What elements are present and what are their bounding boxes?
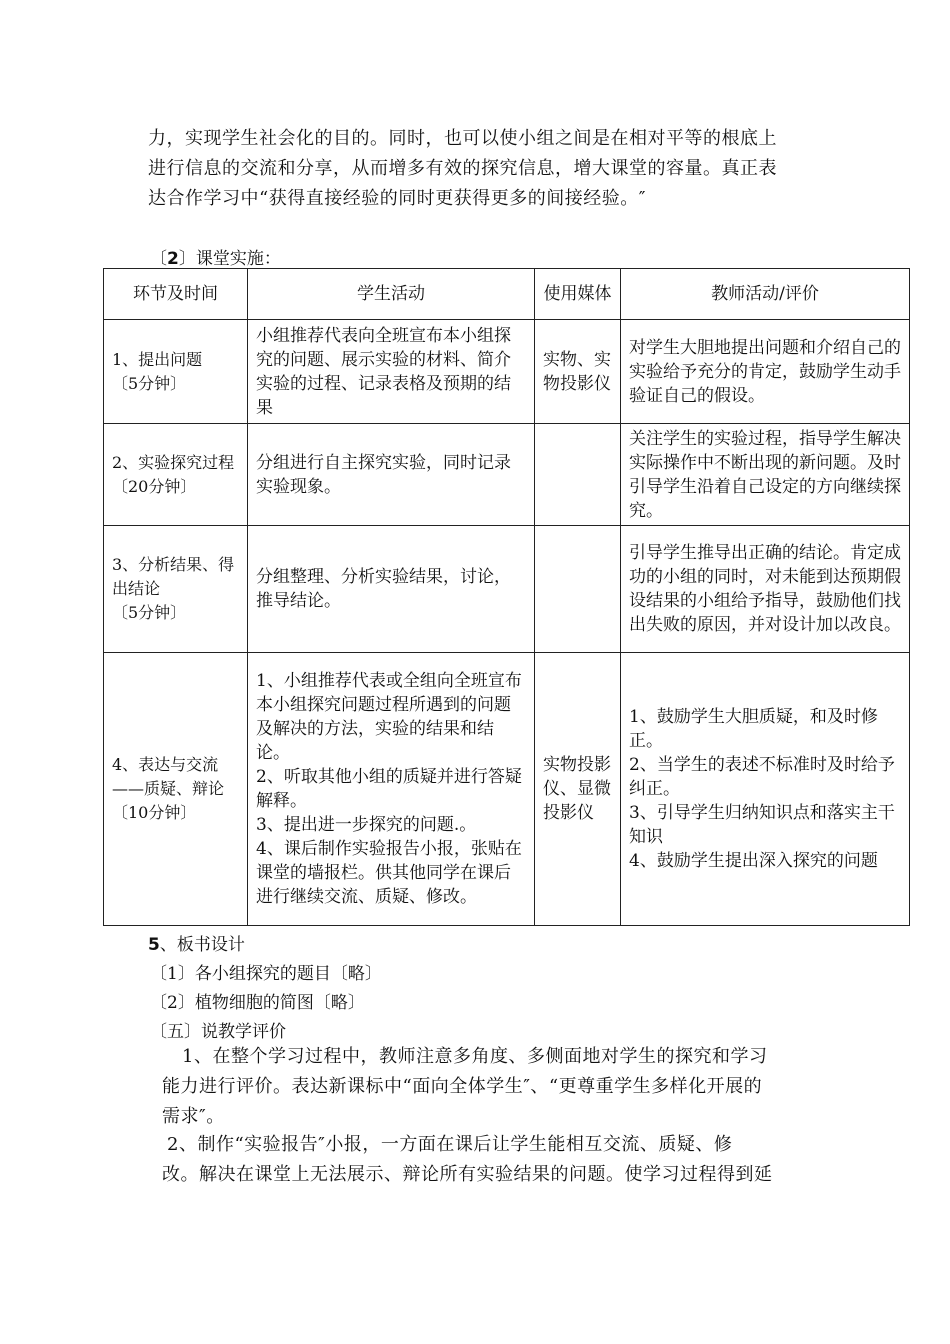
- teacher-activity-cell: 对学生大胆地提出问题和介绍自己的实验给予充分的肯定，鼓励学生动手验证自己的假设。: [621, 320, 910, 424]
- intro-line: 达合作学习中“获得直接经验的同时更获得更多的间接经验。″: [148, 188, 646, 209]
- student-activity-cell: 小组推荐代表向全班宣布本小组探究的问题、展示实验的材料、简介实验的过程、记录表格及预期的结果: [248, 320, 535, 424]
- teacher-activity-cell: 引导学生推导出正确的结论。肯定成功的小组的同时，对未能到达预期假设结果的小组给予指导，鼓励他们找出失败的原因，并对设计加以改良。: [621, 526, 910, 653]
- student-activity-cell: 分组进行自主探究实验，同时记录实验现象。: [248, 424, 535, 526]
- stage-cell: 2、实验探究过程 〔20分钟〕: [104, 424, 248, 526]
- table-row: [104, 653, 910, 926]
- table-row: [104, 320, 910, 424]
- table-header-row: [104, 269, 910, 320]
- section-5-title: 5、板书设计: [148, 935, 245, 955]
- lesson-plan-table: [103, 268, 910, 926]
- header-student: 学生活动: [248, 269, 535, 320]
- student-activity-cell: 1、小组推荐代表或全组向全班宣布本小组探究问题过程所遇到的问题及解决的方法，实验的结果和结论。 2、听取其他小组的质疑并进行答疑解释。 3、提出进一步探究的问题.。 4、课后制作实验报告小报，张贴在课堂的墙报栏。供其他同学在课后进行继续交流、质疑、修改。: [248, 653, 535, 926]
- intro-paragraph: [148, 124, 808, 214]
- evaluation-paragraph-2: 2、制作“实验报告″小报，一方面在课后让学生能相互交流、质疑、修 改。解决在课堂上无法展示、辩论所有实验结果的问题。使学习过程得到延: [162, 1134, 773, 1185]
- intro-line: 进行信息的交流和分享，从而增多有效的探究信息，增大课堂的容量。真正表: [148, 158, 777, 179]
- header-media: 使用媒体: [535, 269, 621, 320]
- teacher-activity-cell: 关注学生的实验过程，指导学生解决实际操作中不断出现的新问题。及时引导学生沿着自己设定的方向继续探究。: [621, 424, 910, 526]
- evaluation-paragraph-1: 1、在整个学习过程中，教师注意多角度、多侧面地对学生的探究和学习 能力进行评价。表达新课标中“面向全体学生″、“更尊重学生多样化开展的 需求″。: [162, 1046, 768, 1127]
- header-teacher: 教师活动/评价: [621, 269, 910, 320]
- section-five-title: 〔五〕说教学评价: [150, 1022, 286, 1042]
- header-stage: 环节及时间: [104, 269, 248, 320]
- media-cell: [535, 424, 621, 526]
- section-2-label: 〔2〕课堂实施：: [150, 249, 281, 269]
- intro-line: 力，实现学生社会化的目的。同时，也可以使小组之间是在相对平等的根底上: [148, 128, 777, 149]
- stage-cell: 4、表达与交流——质疑、辩论 〔10分钟〕: [104, 653, 248, 926]
- table-row: [104, 526, 910, 653]
- section-5-item: 〔1〕各小组探究的题目〔略〕: [150, 964, 382, 984]
- media-cell: 实物、实物投影仪: [535, 320, 621, 424]
- stage-cell: 1、提出问题 〔5分钟〕: [104, 320, 248, 424]
- table-row: [104, 424, 910, 526]
- media-cell: [535, 526, 621, 653]
- media-cell: 实物投影仪、显微投影仪: [535, 653, 621, 926]
- teacher-activity-cell: 1、鼓励学生大胆质疑，和及时修正。 2、当学生的表述不标准时及时给予纠正。 3、引导学生归纳知识点和落实主干知识 4、鼓励学生提出深入探究的问题: [621, 653, 910, 926]
- section-5-item: 〔2〕植物细胞的简图〔略〕: [150, 993, 365, 1013]
- student-activity-cell: 分组整理、分析实验结果，讨论，推导结论。: [248, 526, 535, 653]
- stage-cell: 3、分析结果、得出结论 〔5分钟〕: [104, 526, 248, 653]
